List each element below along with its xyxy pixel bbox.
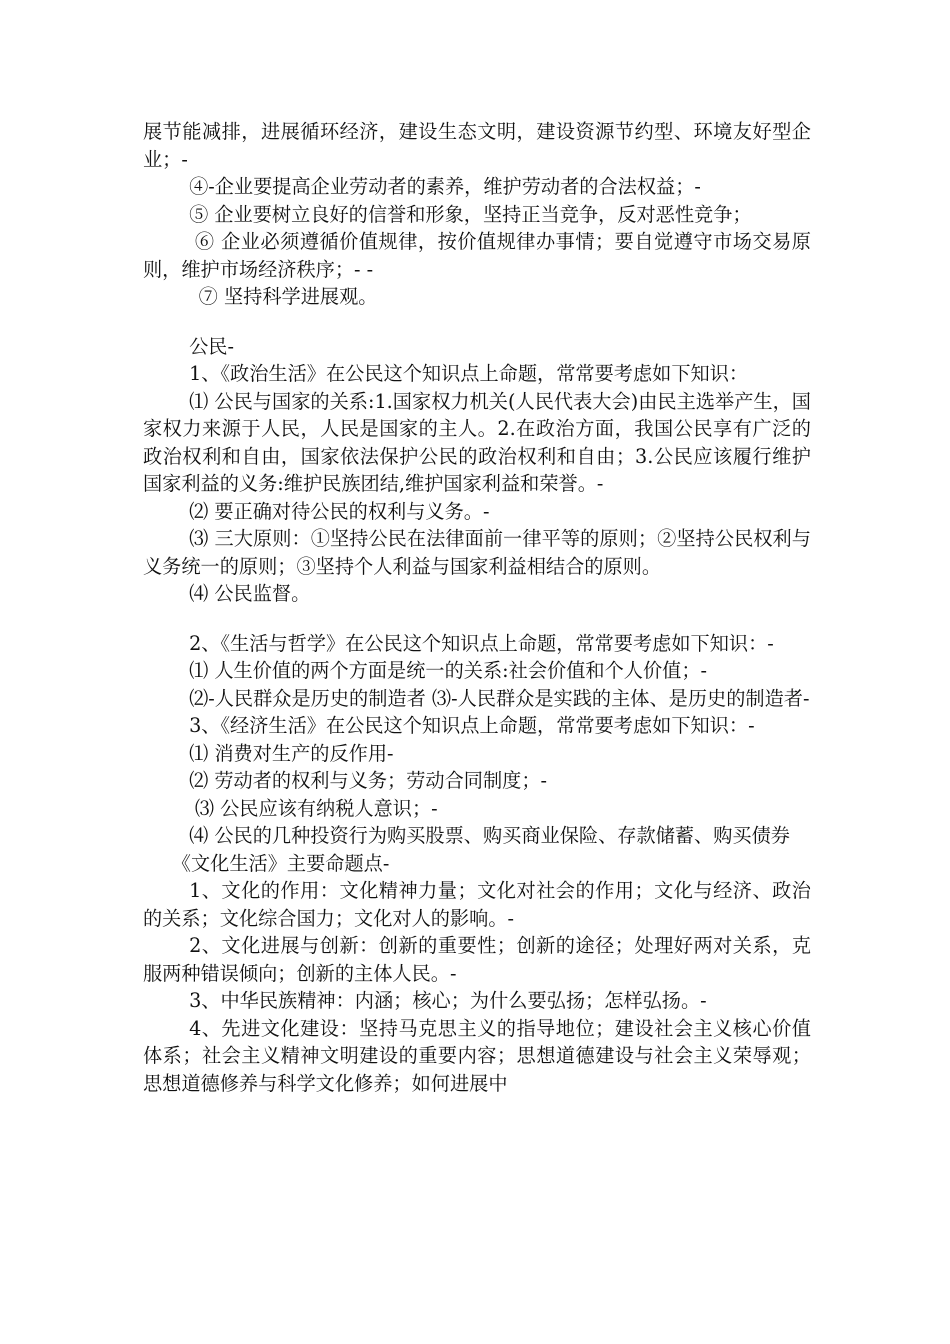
paragraph: 1、《政治生活》在公民这个知识点上命题，常常要考虑如下知识：	[189, 362, 749, 385]
paragraph: 3、中华民族精神：内涵；核心；为什么要弘扬；怎样弘扬。-	[189, 989, 707, 1012]
paragraph: ⑵ 劳动者的权利与义务；劳动合同制度；-	[189, 769, 548, 792]
paragraph: ⑴ 公民与国家的关系:1.国家权力机关(人民代表大会)由民主选举产生，国家权力来源于人民，人民是国家的主人。2.在政治方面，我国公民享有广泛的政治权利和自由，国家依法保护公民的政治权利和自由；3.公民应该履行维护国家利益的义务:维护民族团结,维护国家利益和荣誉。-	[143, 389, 811, 495]
section-heading: 公民-	[189, 334, 234, 358]
paragraph: 2、文化进展与创新：创新的重要性；创新的途径；处理好两对关系，克服两种错误倾向；创新的主体人民。-	[143, 934, 811, 985]
paragraph: ⑦ 坚持科学进展观。	[198, 285, 378, 308]
paragraph: 展节能减排，进展循环经济，建设生态文明，建设资源节约型、环境友好型企业；-	[143, 120, 811, 171]
paragraph: ⑵-人民群众是历史的制造者 ⑶-人民群众是实践的主体、是历史的制造者-	[189, 686, 810, 710]
paragraph: ⑶ 公民应该有纳税人意识；-	[194, 796, 438, 820]
paragraph: ④-企业要提高企业劳动者的素养，维护劳动者的合法权益；-	[189, 175, 701, 198]
paragraph: ⑷ 公民的几种投资行为购买股票、购买商业保险、存款储蓄、购买债券	[189, 824, 790, 847]
paragraph: ⑷ 公民监督。	[189, 582, 311, 605]
paragraph: 2、《生活与哲学》在公民这个知识点上命题，常常要考虑如下知识：-	[189, 631, 774, 655]
spacer	[143, 608, 811, 630]
spacer	[143, 311, 811, 333]
paragraph: 4、先进文化建设：坚持马克思主义的指导地位；建设社会主义核心价值体系；社会主义精神文明建设的重要内容；思想道德建设与社会主义荣辱观；思想道德修养与科学文化修养；如何进展中	[143, 1016, 811, 1095]
paragraph: ⑴ 消费对生产的反作用-	[189, 741, 394, 765]
paragraph: ⑵ 要正确对待公民的权利与义务。-	[189, 499, 490, 523]
section-heading: 《文化生活》主要命题点-	[171, 851, 390, 875]
paragraph: ⑶ 三大原则：①坚持公民在法律面前一律平等的原则；②坚持公民权利与义务统一的原则；③坚持个人利益与国家利益相结合的原则。	[143, 527, 811, 578]
paragraph: ⑥ 企业必须遵循价值规律，按价值规律办事情；要自觉遵守市场交易原则，维护市场经济秩序；- -	[143, 230, 811, 281]
document-body	[143, 118, 811, 1097]
paragraph: ⑴ 人生价值的两个方面是统一的关系:社会价值和个人价值；-	[189, 659, 707, 682]
paragraph: ⑤ 企业要树立良好的信誉和形象，坚持正当竞争，反对恶性竞争；	[189, 202, 752, 226]
paragraph: 3、《经济生活》在公民这个知识点上命题，常常要考虑如下知识：-	[189, 714, 755, 737]
paragraph: 1、文化的作用：文化精神力量；文化对社会的作用；文化与经济、政治的关系；文化综合国力；文化对人的影响。-	[143, 879, 811, 930]
